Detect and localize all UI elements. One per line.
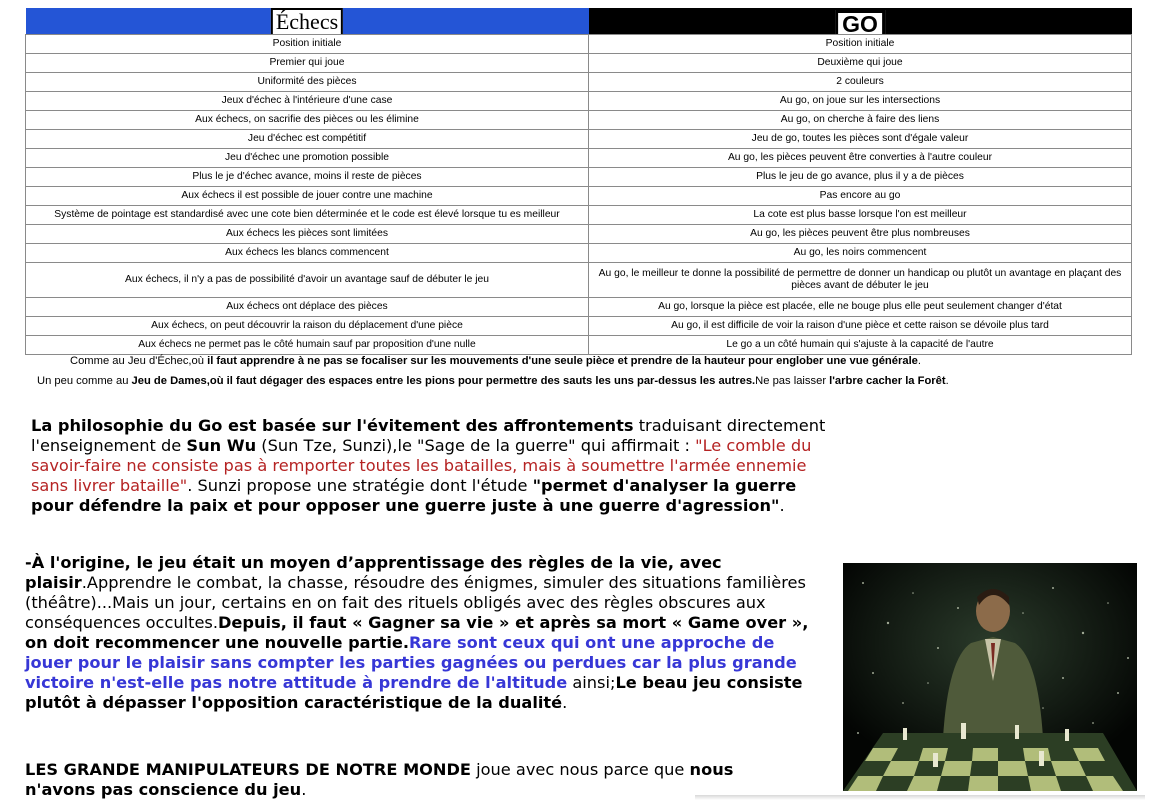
echecs-cell: Jeux d'échec à l'intérieure d'une case [26, 92, 589, 111]
table-row [26, 336, 1132, 355]
table-row [26, 187, 1132, 206]
echecs-header-label: Échecs [271, 8, 343, 35]
go-cell: Au go, le meilleur te donne la possibilité de permettre de donner un handicap ou plutôt un avantage en plaçant des pièces avant de débuter le jeu [589, 263, 1132, 298]
note-text: . [917, 355, 922, 367]
note-text: . [945, 375, 949, 387]
go-header-label: GO [835, 10, 885, 35]
go-cell: Plus le jeu de go avance, plus il y a de pièces [589, 168, 1132, 187]
go-header-cell [589, 8, 1132, 35]
table-row [26, 317, 1132, 336]
image-shadow [695, 795, 1145, 800]
echecs-cell: Aux échecs les pièces sont limitées [26, 225, 589, 244]
echecs-cell: Premier qui joue [26, 54, 589, 73]
echecs-cell: Aux échecs, on sacrifie des pièces ou les élimine [26, 111, 589, 130]
para-text: . Sunzi propose une stratégie dont l'étude [187, 476, 533, 495]
game-origin-paragraph [25, 553, 815, 713]
go-cell: Deuxième qui joue [589, 54, 1132, 73]
para-bold: nous n'avons pas conscience du jeu [25, 760, 734, 799]
para-text: . [779, 496, 785, 515]
echecs-cell: Position initiale [26, 35, 589, 54]
comparison-table [25, 8, 1132, 355]
echecs-cell: Aux échecs ne permet pas le côté humain sauf par proposition d'une nulle [26, 336, 589, 355]
chess-comparison-note [70, 355, 921, 367]
note-bold-text: il faut apprendre à ne pas se focaliser sur les mouvements d'une seule pièce et prendre de la hauteur pour englober une vue générale [207, 355, 918, 367]
go-cell: Au go, on joue sur les intersections [589, 92, 1132, 111]
note-text: Comme au Jeu d'Échec,où [70, 355, 208, 367]
table-row [26, 92, 1132, 111]
sun-tzu-quote: "Le comble du savoir-faire ne consiste pas à remporter toutes les batailles, mais à soumettre l'armée ennemie sans livrer bataille" [31, 436, 812, 495]
echecs-cell: Aux échecs les blancs commencent [26, 244, 589, 263]
table-row [26, 225, 1132, 244]
para-bold: Le beau jeu consiste plutôt à dépasser l'opposition caractéristique de la dualité [25, 673, 803, 712]
go-cell: Au go, les noirs commencent [589, 244, 1132, 263]
para-bold: La philosophie du Go est basée sur l'évitement des affrontements [31, 416, 634, 435]
man-over-chessboard-image [843, 563, 1137, 791]
table-row [26, 298, 1132, 317]
para-bold: -À l'origine, le jeu était un moyen d’apprentissage des règles de la vie, avec plaisir [25, 553, 722, 592]
go-cell: Au go, les pièces peuvent être converties à l'autre couleur [589, 149, 1132, 168]
echecs-cell: Jeu d'échec est compétitif [26, 130, 589, 149]
echecs-cell: Uniformité des pièces [26, 73, 589, 92]
table-row [26, 168, 1132, 187]
go-cell: La cote est plus basse lorsque l'on est meilleur [589, 206, 1132, 225]
para-text: .Apprendre le combat, la chasse, résoudre des énigmes, simuler des situations familières (théâtre)...Mais un jour, certains en on fait des rituels obligés avec des règles obscures aux conséquences occultes. [25, 573, 806, 632]
go-cell: Au go, lorsque la pièce est placée, elle ne bouge plus elle peut seulement changer d'état [589, 298, 1132, 317]
checkers-comparison-note [37, 375, 949, 387]
cosmic-chess-illustration [843, 563, 1137, 791]
note-bold-text: Jeu de Dames,où il faut dégager des espaces entre les pions pour permettre des sauts les uns par-dessus les autres. [131, 375, 756, 387]
note-text: Ne pas laisser [755, 375, 830, 387]
go-cell: Au go, il est difficile de voir la raison d'une pièce et cette raison se dévoile plus tard [589, 317, 1132, 336]
go-cell: Pas encore au go [589, 187, 1132, 206]
para-bold: Sun Wu [186, 436, 257, 455]
echecs-cell: Aux échecs, il n'y a pas de possibilité d'avoir un avantage sauf de débuter le jeu [26, 263, 589, 298]
echecs-header-cell [26, 8, 589, 35]
manipulators-paragraph [25, 760, 805, 800]
para-text: . [562, 693, 568, 712]
table-row [26, 73, 1132, 92]
go-cell: Position initiale [589, 35, 1132, 54]
para-text: joue avec nous parce que [470, 760, 690, 779]
para-bold: "permet d'analyser la guerre pour défendre la paix et pour opposer une guerre juste à une guerre d'agression" [31, 476, 797, 515]
table-row [26, 111, 1132, 130]
para-text: (Sun Tze, Sunzi),le "Sage de la guerre" qui affirmait : [256, 436, 696, 455]
echecs-cell: Système de pointage est standardisé avec une cote bien déterminée et le code est élevé lorsque tu es meilleur [26, 206, 589, 225]
para-bold: Depuis, il faut « Gagner sa vie » et après sa mort « Game over », on doit recommencer une nouvelle partie. [25, 613, 809, 652]
para-blue-bold: Rare sont ceux qui ont une approche de jouer pour le plaisir sans compter les parties gagnées ou perdues car la plus grande victoire n'est-elle pas notre attitude à prendre de l'altitude [25, 633, 797, 692]
table-row [26, 149, 1132, 168]
echecs-cell: Aux échecs, on peut découvrir la raison du déplacement d'une pièce [26, 317, 589, 336]
table-row [26, 35, 1132, 54]
go-cell: Au go, les pièces peuvent être plus nombreuses [589, 225, 1132, 244]
go-philosophy-paragraph [31, 416, 831, 516]
go-cell: 2 couleurs [589, 73, 1132, 92]
table-header-row [26, 8, 1132, 35]
echecs-cell: Plus le je d'échec avance, moins il reste de pièces [26, 168, 589, 187]
para-text: ainsi; [567, 673, 616, 692]
table-row [26, 54, 1132, 73]
note-bold-text: l'arbre cacher la Forêt [829, 375, 946, 387]
go-cell: Jeu de go, toutes les pièces sont d'égale valeur [589, 130, 1132, 149]
para-bold: LES GRANDE MANIPULATEURS DE NOTRE MONDE [25, 760, 471, 779]
table-row [26, 206, 1132, 225]
para-text: traduisant directement l'enseignement de [31, 416, 826, 455]
echecs-cell: Aux échecs ont déplace des pièces [26, 298, 589, 317]
note-text: Un peu comme au [37, 375, 132, 387]
echecs-cell: Jeu d'échec une promotion possible [26, 149, 589, 168]
para-text: . [301, 780, 307, 799]
go-cell: Au go, on cherche à faire des liens [589, 111, 1132, 130]
table-row [26, 263, 1132, 298]
go-cell: Le go a un côté humain qui s'ajuste à la capacité de l'autre [589, 336, 1132, 355]
echecs-cell: Aux échecs il est possible de jouer contre une machine [26, 187, 589, 206]
table-row [26, 130, 1132, 149]
table-row [26, 244, 1132, 263]
